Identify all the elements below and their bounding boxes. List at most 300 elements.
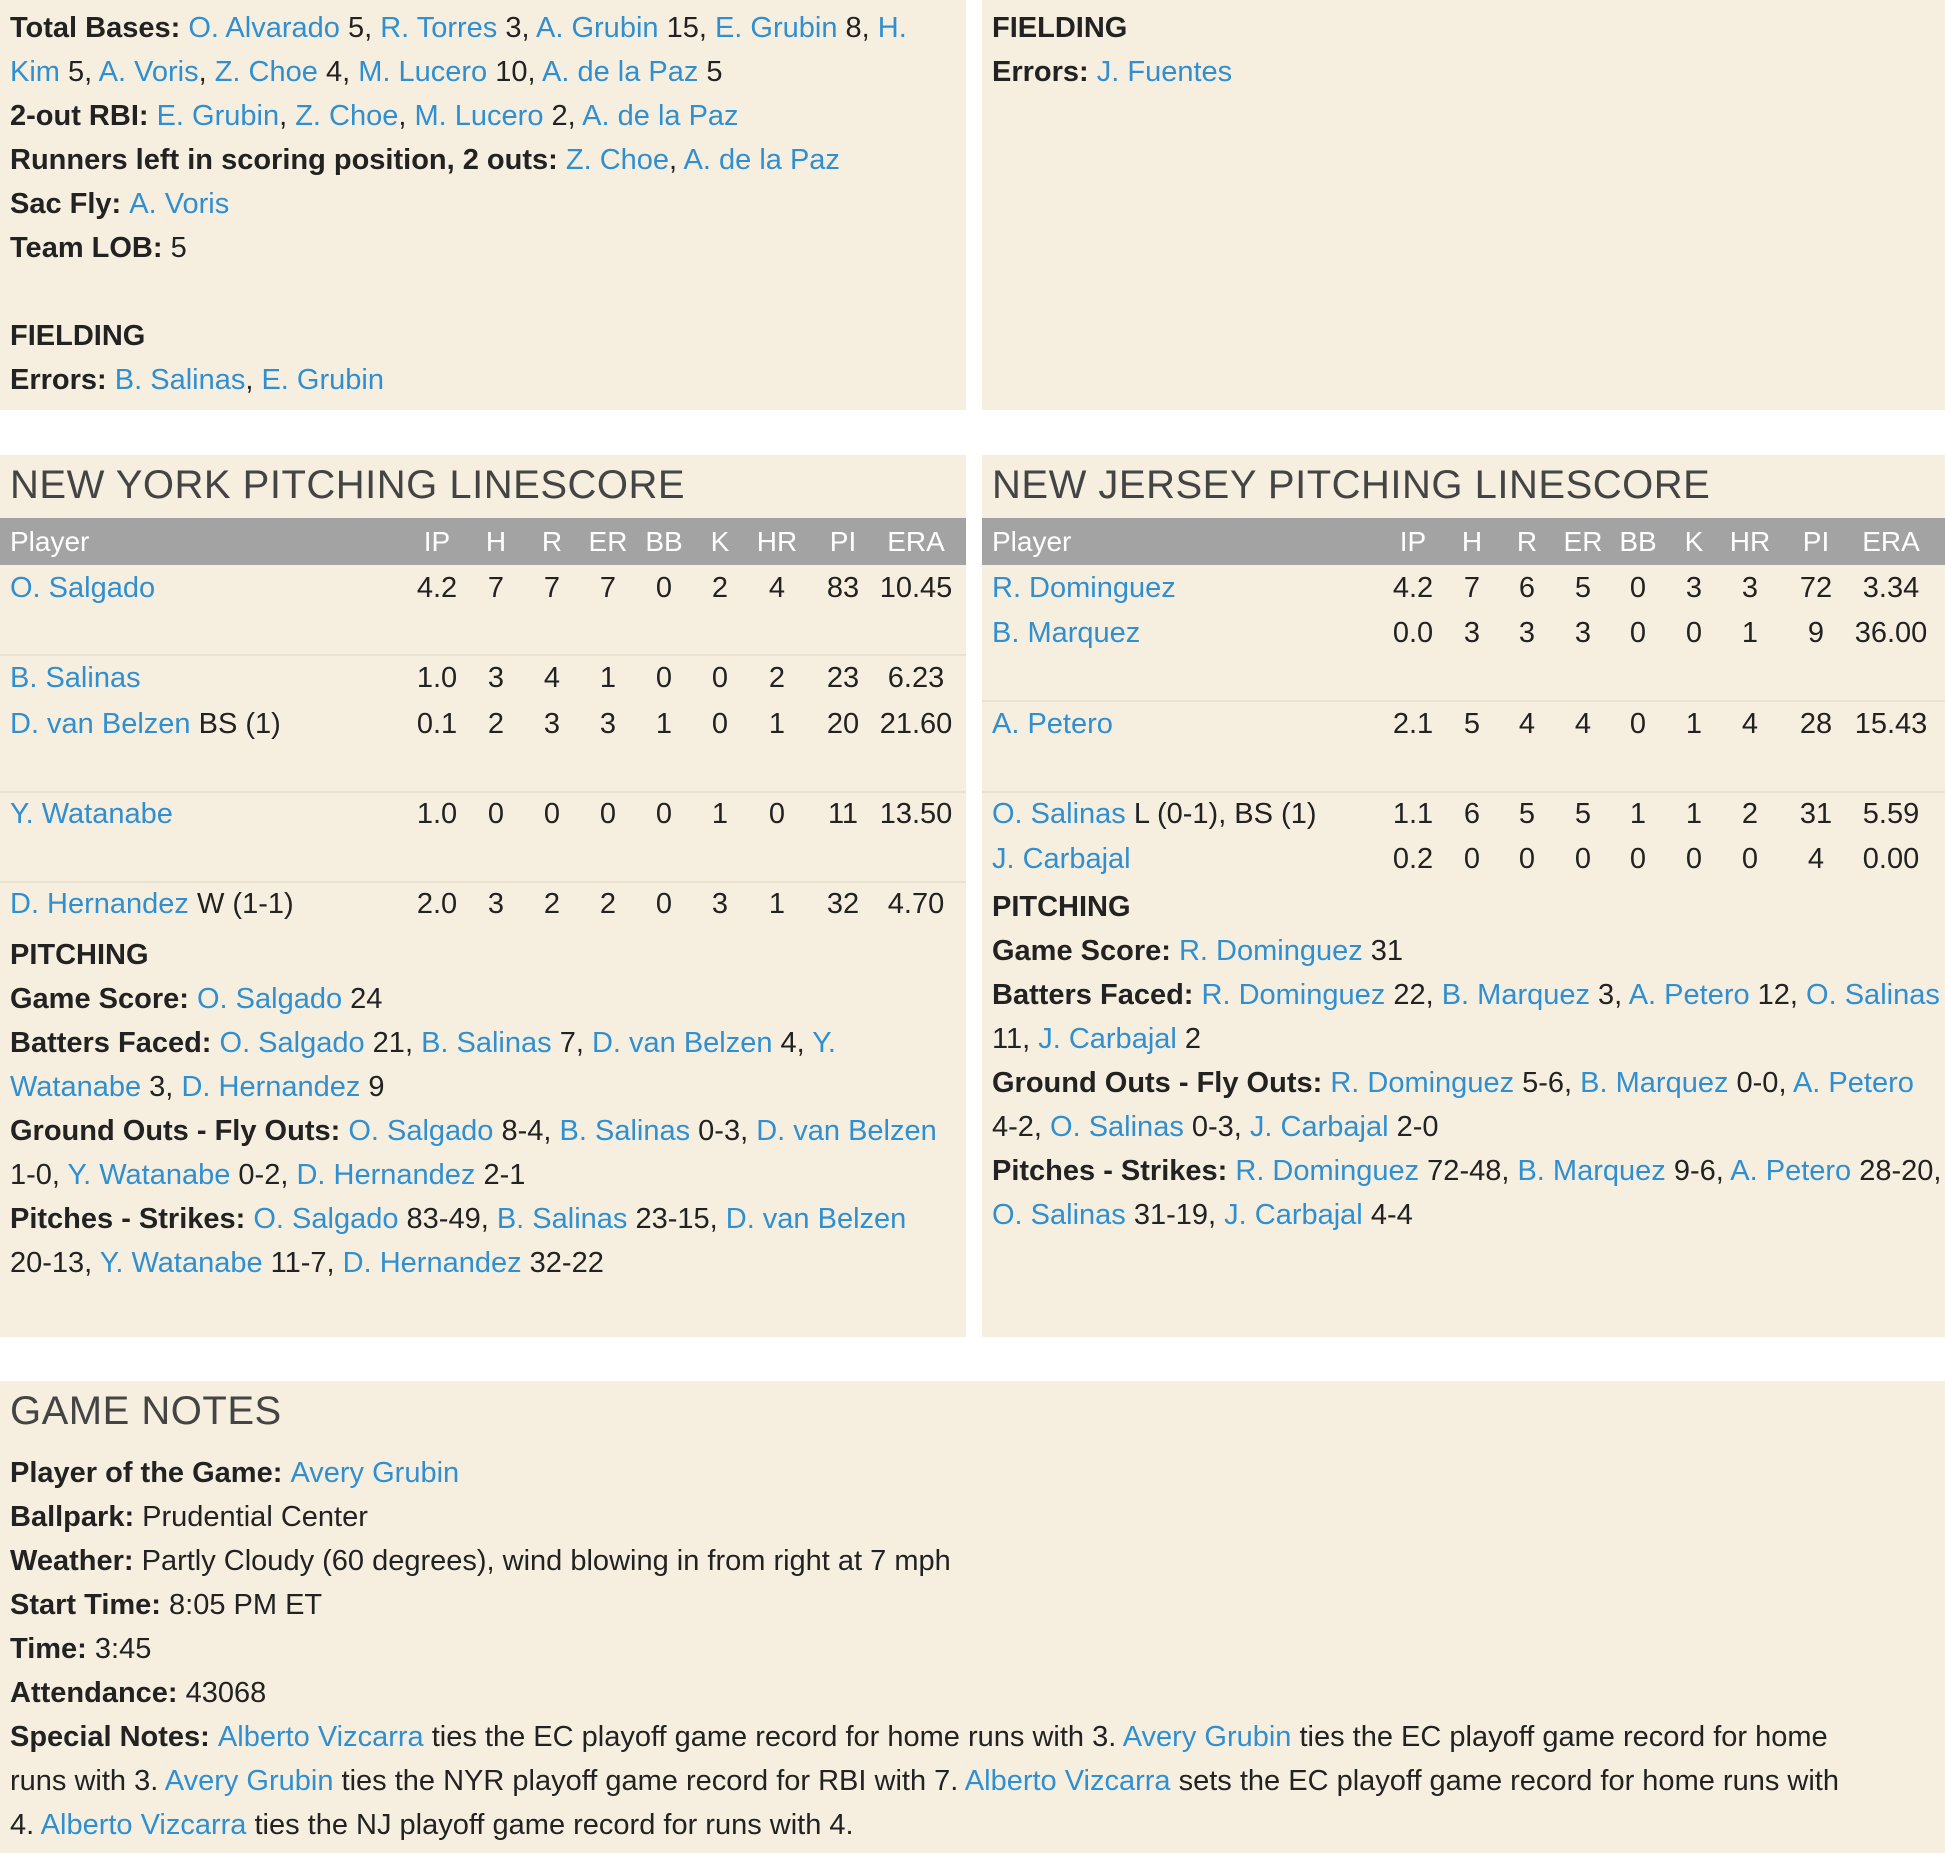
pitcher-cell: [10, 655, 141, 701]
stat-ip: 4.2: [416, 572, 458, 604]
stat-bb: 1: [1629, 798, 1647, 830]
stat-h: 5: [1463, 708, 1481, 740]
pitcher-row: [982, 701, 1945, 747]
pitcher-cell: [992, 836, 1131, 882]
pitcher-link[interactable]: D. Hernandez: [10, 888, 189, 920]
stat-label: Total Bases:: [10, 12, 189, 44]
stat-k: 1: [1685, 798, 1703, 830]
column-header-r[interactable]: R: [1516, 526, 1538, 557]
pitcher-link[interactable]: Y. Watanabe: [10, 798, 173, 830]
stat-text: sets the EC playoff game record for home runs with: [1170, 1765, 1839, 1797]
stat-h: 3: [487, 888, 505, 920]
player-link[interactable]: B. Marquez: [1441, 979, 1590, 1011]
stat-text: 24: [342, 983, 383, 1015]
text-line: [10, 1109, 956, 1153]
column-header-bb[interactable]: BB: [1619, 526, 1657, 557]
text-line: [992, 1061, 1935, 1105]
stat-h: 3: [487, 662, 505, 694]
stat-r: 5: [1518, 798, 1536, 830]
text-line: [10, 358, 956, 402]
stat-text: 2-0: [1388, 1111, 1439, 1143]
stat-text: Partly Cloudy (60 degrees), wind blowing in from right at 7 mph: [141, 1545, 951, 1577]
column-header-era[interactable]: ERA: [1862, 526, 1920, 557]
stat-era: 6.23: [887, 662, 945, 694]
player-link[interactable]: D. van Belzen: [591, 1027, 773, 1059]
stat-text: Prudential Center: [142, 1501, 368, 1533]
text-line: [10, 1627, 1839, 1671]
player-link[interactable]: Z. Choe: [214, 56, 318, 88]
column-header-ip[interactable]: IP: [1399, 526, 1427, 557]
stat-hr: 3: [1741, 572, 1759, 604]
text-line: [10, 977, 956, 1021]
player-link[interactable]: B. Salinas: [114, 364, 246, 396]
text-line: [992, 885, 1935, 929]
stat-text: 0-2,: [230, 1159, 297, 1191]
stat-pi: 20: [826, 708, 860, 740]
text-line: [992, 929, 1935, 973]
stat-hr: 4: [1741, 708, 1759, 740]
player-link[interactable]: A. Petero: [1628, 979, 1750, 1011]
stat-label: Runners left in scoring position, 2 outs:: [10, 144, 566, 176]
player-link[interactable]: H.: [877, 12, 907, 44]
stat-text: 11-7,: [262, 1247, 343, 1279]
player-link[interactable]: J. Fuentes: [1096, 56, 1233, 88]
nj-fielding-lines: [982, 0, 1945, 94]
stat-label: 2-out RBI:: [10, 100, 157, 132]
pitcher-row: [982, 836, 1945, 882]
pitcher-link[interactable]: O. Salgado: [10, 572, 156, 604]
section-heading: FIELDING: [992, 12, 1128, 44]
stat-text: ,: [669, 144, 684, 176]
stat-text: 83-49,: [398, 1203, 497, 1235]
stat-text: 72-48,: [1419, 1155, 1518, 1187]
pitcher-row: [0, 565, 966, 611]
pitcher-link[interactable]: D. van Belzen: [10, 708, 191, 740]
stat-text: 1-0,: [10, 1159, 68, 1191]
stat-text: 5: [698, 56, 723, 88]
pitcher-cell: [10, 565, 155, 611]
player-link[interactable]: O. Salinas: [1050, 1111, 1184, 1143]
text-line: [10, 226, 956, 270]
stat-text: ties the NJ playoff game record for runs with 4.: [246, 1809, 854, 1841]
ny-batting-extras-panel: [0, 0, 966, 410]
player-link[interactable]: B. Marquez: [1580, 1067, 1729, 1099]
stat-bb: 0: [1629, 843, 1647, 875]
stat-text: 8,: [837, 12, 878, 44]
player-link[interactable]: Alberto Vizcarra: [40, 1809, 247, 1841]
player-link[interactable]: Y. Watanabe: [99, 1247, 263, 1279]
stat-pi: 4: [1807, 843, 1825, 875]
pitcher-row: [0, 655, 966, 701]
stat-text: 4,: [772, 1027, 813, 1059]
stat-text: 8:05 PM ET: [169, 1589, 323, 1621]
stat-ip: 1.1: [1392, 798, 1434, 830]
player-link[interactable]: B. Salinas: [421, 1027, 552, 1059]
stat-text: 4-4: [1362, 1199, 1413, 1231]
player-link[interactable]: B. Marquez: [1517, 1155, 1666, 1187]
stat-label: Time:: [10, 1633, 95, 1665]
column-header-era[interactable]: ERA: [887, 526, 945, 557]
stat-ip: 0.1: [416, 708, 458, 740]
stat-r: 0: [1518, 843, 1536, 875]
pitcher-cell: [10, 701, 281, 747]
player-link[interactable]: R. Torres: [380, 12, 498, 44]
nj-pitching-panel: [982, 455, 1945, 1337]
stat-text: 2: [1176, 1023, 1202, 1055]
stat-pi: 28: [1799, 708, 1833, 740]
pitcher-row: [982, 791, 1945, 837]
pitcher-link[interactable]: B. Marquez: [992, 617, 1141, 649]
stat-er: 7: [599, 572, 617, 604]
ny-pitching-table: [0, 455, 966, 935]
column-header-bb[interactable]: BB: [645, 526, 683, 557]
stat-r: 4: [1518, 708, 1536, 740]
stat-r: 0: [543, 798, 561, 830]
section-heading: FIELDING: [10, 320, 146, 352]
nj-pitching-notes: [982, 885, 1945, 1237]
stat-k: 0: [1685, 617, 1703, 649]
column-header-hr[interactable]: HR: [1729, 526, 1771, 557]
player-link[interactable]: A. de la Paz: [541, 56, 699, 88]
column-header-k[interactable]: K: [1684, 526, 1704, 557]
player-link[interactable]: O. Salgado: [348, 1115, 494, 1147]
stat-hr: 4: [768, 572, 786, 604]
player-link[interactable]: Y.: [812, 1027, 836, 1059]
stat-pi: 23: [826, 662, 860, 694]
stat-k: 3: [711, 888, 729, 920]
stat-text: 4,: [317, 56, 359, 88]
player-link[interactable]: Kim: [10, 56, 60, 88]
stat-text: 9: [360, 1071, 385, 1103]
stat-text: 22,: [1385, 979, 1442, 1011]
player-link[interactable]: E. Grubin: [261, 364, 384, 396]
player-link[interactable]: E. Grubin: [156, 100, 280, 132]
stat-text: 0-3,: [1183, 1111, 1250, 1143]
stat-ip: 4.2: [1392, 572, 1434, 604]
player-link[interactable]: A. Voris: [98, 56, 199, 88]
text-line: [10, 1803, 1839, 1847]
player-link[interactable]: O. Alvarado: [188, 12, 340, 44]
stat-hr: 0: [1741, 843, 1759, 875]
stat-h: 7: [1463, 572, 1481, 604]
stat-text: 10,: [487, 56, 542, 88]
stat-text: ,: [198, 56, 215, 88]
stat-label: Batters Faced:: [992, 979, 1202, 1011]
nj-batting-extras-panel: [982, 0, 1945, 410]
stat-r: 2: [543, 888, 561, 920]
column-header-pi[interactable]: PI: [1802, 526, 1830, 557]
player-link[interactable]: Avery Grubin: [164, 1765, 334, 1797]
stat-label: Pitches - Strikes:: [992, 1155, 1236, 1187]
ny-pitching-title: NEW YORK PITCHING LINESCORE: [10, 463, 686, 507]
text-line: [10, 1021, 956, 1065]
stat-label: Game Score:: [992, 935, 1179, 967]
decision-note: W (1-1): [188, 888, 294, 920]
stat-label: Pitches - Strikes:: [10, 1203, 254, 1235]
stat-era: 3.34: [1862, 572, 1920, 604]
player-link[interactable]: R. Dominguez: [1178, 935, 1363, 967]
stat-h: 3: [1463, 617, 1481, 649]
stat-text: 4-2,: [992, 1111, 1051, 1143]
player-link[interactable]: A. Grubin: [536, 12, 659, 44]
text-line: [10, 94, 956, 138]
pitcher-cell: [992, 565, 1176, 611]
pitcher-link[interactable]: B. Salinas: [10, 662, 141, 694]
player-link[interactable]: Watanabe: [10, 1071, 142, 1103]
text-line: [992, 6, 1935, 50]
player-link[interactable]: D. van Belzen: [725, 1203, 907, 1235]
decision-note: BS (1): [190, 708, 281, 740]
player-link[interactable]: R. Dominguez: [1201, 979, 1386, 1011]
text-line: [10, 6, 956, 50]
stat-ip: 2.0: [416, 888, 458, 920]
stat-text: 5,: [59, 56, 99, 88]
stat-ip: 2.1: [1392, 708, 1434, 740]
stat-h: 7: [487, 572, 505, 604]
stat-label: Ground Outs - Fly Outs:: [992, 1067, 1331, 1099]
stat-text: runs with 3.: [10, 1765, 165, 1797]
player-link[interactable]: O. Salinas: [992, 1199, 1126, 1231]
text-line: [10, 1715, 1839, 1759]
pitcher-row: [0, 881, 966, 927]
stat-text: 7,: [551, 1027, 592, 1059]
stat-r: 7: [543, 572, 561, 604]
game-notes-lines: [0, 1451, 1849, 1847]
stat-text: ,: [245, 364, 262, 396]
stat-era: 21.60: [879, 708, 953, 740]
ny-pitching-notes: [0, 933, 966, 1285]
text-line: [992, 973, 1940, 1017]
stat-bb: 0: [655, 888, 673, 920]
stat-text: 11,: [992, 1023, 1039, 1055]
player-link[interactable]: J. Carbajal: [1249, 1111, 1389, 1143]
stat-label: Team LOB:: [10, 232, 171, 264]
text-line: [10, 1671, 1839, 1715]
stat-text: 21,: [364, 1027, 422, 1059]
pitcher-row: [0, 701, 966, 747]
pitcher-cell: [10, 881, 294, 927]
player-link[interactable]: Z. Choe: [295, 100, 399, 132]
column-header-player[interactable]: Player: [10, 526, 90, 557]
stat-label: Sac Fly:: [10, 188, 130, 220]
player-link[interactable]: O. Salinas: [1806, 979, 1940, 1011]
stat-k: 0: [1685, 843, 1703, 875]
player-link[interactable]: J. Carbajal: [1224, 1199, 1363, 1231]
column-header-k[interactable]: K: [710, 526, 730, 557]
stat-k: 3: [1685, 572, 1703, 604]
stat-text: 31-19,: [1125, 1199, 1225, 1231]
text-line: [10, 138, 956, 182]
stat-label: Batters Faced:: [10, 1027, 220, 1059]
text-line: [10, 1583, 1839, 1627]
stat-label: Weather:: [10, 1545, 142, 1577]
stat-text: 8-4,: [493, 1115, 560, 1147]
text-line: [10, 1153, 956, 1197]
stat-text: 23-15,: [627, 1203, 726, 1235]
text-line: [10, 1495, 1839, 1539]
text-line: [10, 314, 956, 358]
stat-k: 0: [711, 708, 729, 740]
stat-pi: 31: [1799, 798, 1833, 830]
player-link[interactable]: M. Lucero: [414, 100, 544, 132]
player-link[interactable]: J. Carbajal: [1038, 1023, 1177, 1055]
stat-pi: 72: [1799, 572, 1833, 604]
player-link[interactable]: O. Salgado: [196, 983, 343, 1015]
stat-ip: 0.2: [1392, 843, 1434, 875]
pitcher-link[interactable]: R. Dominguez: [992, 572, 1176, 604]
stat-h: 0: [487, 798, 505, 830]
stat-text: ties the EC playoff game record for home: [1291, 1721, 1828, 1753]
player-link[interactable]: M. Lucero: [358, 56, 488, 88]
stat-label: Errors:: [992, 56, 1097, 88]
player-link[interactable]: D. Hernandez: [296, 1159, 476, 1191]
text-line: [10, 50, 956, 94]
text-line: [992, 1105, 1935, 1149]
stat-hr: 2: [768, 662, 786, 694]
player-link[interactable]: A. de la Paz: [683, 144, 840, 176]
pitcher-cell: [10, 791, 173, 837]
column-header-h[interactable]: H: [485, 526, 507, 557]
stat-text: 3,: [497, 12, 537, 44]
player-link[interactable]: Alberto Vizcarra: [217, 1721, 424, 1753]
player-link[interactable]: D. Hernandez: [181, 1071, 361, 1103]
column-header-er[interactable]: ER: [588, 526, 628, 557]
stat-bb: 0: [655, 572, 673, 604]
stat-text: ties the NYR playoff game record for RBI with 7.: [333, 1765, 965, 1797]
stat-k: 1: [1685, 708, 1703, 740]
stat-text: ties the EC playoff game record for home runs with 3.: [423, 1721, 1123, 1753]
stat-text: 0-3,: [690, 1115, 757, 1147]
stat-text: 3:45: [94, 1633, 152, 1665]
column-header-hr[interactable]: HR: [756, 526, 798, 557]
stat-bb: 1: [655, 708, 673, 740]
pitcher-link[interactable]: A. Petero: [992, 708, 1113, 740]
stat-text: 32-22: [521, 1247, 604, 1279]
column-header-player[interactable]: Player: [992, 526, 1072, 557]
stat-ip: 1.0: [416, 798, 458, 830]
stat-text: 4.: [10, 1809, 41, 1841]
decision-note: L (0-1), BS (1): [1125, 798, 1317, 830]
stat-bb: 0: [655, 798, 673, 830]
stat-text: 3,: [141, 1071, 182, 1103]
player-link[interactable]: R. Dominguez: [1235, 1155, 1420, 1187]
stat-era: 36.00: [1854, 617, 1928, 649]
pitcher-row: [982, 610, 1945, 656]
player-link[interactable]: R. Dominguez: [1330, 1067, 1515, 1099]
stat-label: Special Notes:: [10, 1721, 218, 1753]
stat-text: 12,: [1749, 979, 1807, 1011]
stat-text: 28-20,: [1851, 1155, 1942, 1187]
player-link[interactable]: D. Hernandez: [342, 1247, 522, 1279]
stat-bb: 0: [1629, 572, 1647, 604]
player-link[interactable]: A. Petero: [1730, 1155, 1852, 1187]
stat-hr: 1: [768, 708, 786, 740]
game-notes-title: GAME NOTES: [10, 1389, 282, 1433]
stat-text: 5,: [339, 12, 381, 44]
stat-hr: 0: [768, 798, 786, 830]
stat-er: 0: [599, 798, 617, 830]
player-link[interactable]: Z. Choe: [565, 144, 670, 176]
player-link[interactable]: O. Salgado: [219, 1027, 365, 1059]
stat-pi: 32: [826, 888, 860, 920]
player-link[interactable]: Y. Watanabe: [67, 1159, 231, 1191]
text-line: [10, 933, 956, 977]
stat-text: 0-0,: [1728, 1067, 1793, 1099]
pitcher-cell: [992, 791, 1317, 837]
stat-h: 2: [487, 708, 505, 740]
stat-ip: 1.0: [416, 662, 458, 694]
text-line: [992, 1017, 1935, 1061]
player-link[interactable]: Avery Grubin: [290, 1457, 460, 1489]
column-header-pi[interactable]: PI: [829, 526, 857, 557]
stat-pi: 11: [827, 798, 859, 830]
text-line: [10, 1197, 956, 1241]
player-link[interactable]: B. Salinas: [496, 1203, 628, 1235]
player-link[interactable]: Alberto Vizcarra: [964, 1765, 1171, 1797]
stat-er: 2: [599, 888, 617, 920]
pitcher-link[interactable]: O. Salinas: [992, 798, 1126, 830]
text-line: [992, 1193, 1935, 1237]
text-line: [10, 1451, 1839, 1495]
text-line: [992, 1149, 1942, 1193]
player-link[interactable]: E. Grubin: [714, 12, 838, 44]
stat-hr: 1: [1741, 617, 1759, 649]
stat-k: 2: [711, 572, 729, 604]
stat-text: 2,: [543, 100, 583, 132]
stat-h: 0: [1463, 843, 1481, 875]
stat-text: 9-6,: [1665, 1155, 1731, 1187]
stat-ip: 0.0: [1392, 617, 1434, 649]
player-link[interactable]: A. de la Paz: [582, 100, 739, 132]
stat-r: 4: [543, 662, 561, 694]
stat-bb: 0: [1629, 708, 1647, 740]
pitcher-link[interactable]: J. Carbajal: [992, 843, 1131, 875]
text-line: [992, 50, 1935, 94]
stat-era: 5.59: [1862, 798, 1920, 830]
stat-text: 2-1: [475, 1159, 526, 1191]
stat-label: Ballpark:: [10, 1501, 143, 1533]
stat-bb: 0: [1629, 617, 1647, 649]
stat-k: 1: [711, 798, 729, 830]
stat-er: 1: [599, 662, 617, 694]
stat-label: Game Score:: [10, 983, 197, 1015]
stat-text: 31: [1362, 935, 1404, 967]
stat-era: 10.45: [879, 572, 953, 604]
player-link[interactable]: A. Petero: [1792, 1067, 1914, 1099]
text-line: [10, 1065, 956, 1109]
column-header-r[interactable]: R: [541, 526, 563, 557]
player-link[interactable]: A. Voris: [129, 188, 230, 220]
stat-bb: 0: [655, 662, 673, 694]
text-line: [10, 270, 956, 314]
stat-er: 5: [1574, 798, 1592, 830]
stat-text: 3,: [1590, 979, 1629, 1011]
stat-text: 15,: [658, 12, 715, 44]
column-header-ip[interactable]: IP: [423, 526, 451, 557]
stat-k: 0: [711, 662, 729, 694]
player-link[interactable]: B. Salinas: [559, 1115, 691, 1147]
player-link[interactable]: D. van Belzen: [756, 1115, 937, 1147]
player-link[interactable]: Avery Grubin: [1122, 1721, 1292, 1753]
stat-label: Player of the Game:: [10, 1457, 291, 1489]
stat-er: 5: [1574, 572, 1592, 604]
column-header-er[interactable]: ER: [1563, 526, 1603, 557]
stat-text: ,: [279, 100, 296, 132]
section-heading: PITCHING: [992, 891, 1131, 923]
column-header-h[interactable]: H: [1461, 526, 1483, 557]
pitcher-cell: [992, 610, 1140, 656]
player-link[interactable]: O. Salgado: [253, 1203, 399, 1235]
